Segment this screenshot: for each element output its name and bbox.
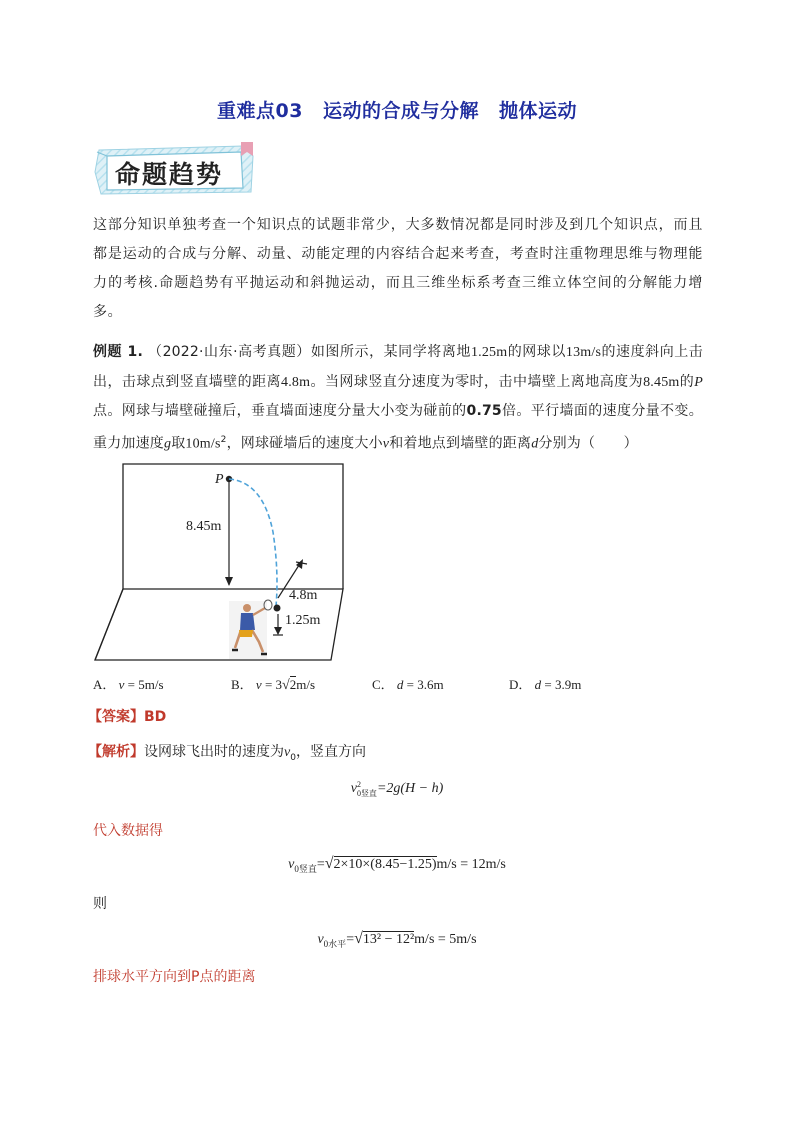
intro-paragraph: 这部分知识单独考查一个知识点的试题非常少，大多数情况都是同时涉及到几个知识点，而且都是运动的合成与分解、动量、动能定理的内容结合起来考查，考查时注重物理思维与物理能力的考核.命题趋势有平抛运动和斜抛运动，而且三维坐标系考查三维立体空间的分解能力增多。 xyxy=(93,217,703,320)
analysis-sub: 0 xyxy=(290,752,296,763)
figure-label-wall-height: 8.45m xyxy=(186,519,222,534)
tennis-player-picture xyxy=(229,600,272,659)
example-problem: 例题 1. （2022·山东·高考真题）如图所示，某同学将离地1.25m的网球以13m/s的速度斜向上击出，击球点到竖直墙壁的距离4.8m。当网球竖直分速度为零时，击中墙壁上离地高度为8.45m的P点。网球与墙壁碰撞后，垂直墙面速度分量大小变为碰前的0.75倍。平行墙面的速度分量不变。重力加速度g取$10m/s^2$，网球碰墙后的速度大小v和着地点到墙壁的距离d分别为（ ） xyxy=(93,344,704,452)
eq-rhs: m/s = 12m/s xyxy=(436,857,506,872)
option-var: v xyxy=(118,677,125,692)
eq-sub: 0竖直 xyxy=(356,789,377,798)
example-text: 如图所示，某同学将离地 xyxy=(310,344,471,360)
example-label: 例题 1. xyxy=(93,344,143,360)
distance-text: 排球水平方向到P点的距离 xyxy=(93,969,256,985)
example-var: v xyxy=(382,436,390,452)
figure-label-p: P xyxy=(215,472,224,487)
section-banner xyxy=(93,142,263,202)
then-text: 则 xyxy=(93,896,107,912)
answer-line xyxy=(88,706,166,726)
figure-label-distance: 4.8m xyxy=(289,588,318,603)
option-value: = 3.6m xyxy=(406,677,444,692)
example-value: 8.45m xyxy=(643,374,680,390)
title-part3: 抛体运动 xyxy=(498,100,577,122)
eq-sub: 0水平 xyxy=(323,938,347,949)
eq-var: v xyxy=(288,857,295,872)
eq-var: v xyxy=(317,932,324,947)
option-var: d xyxy=(396,677,404,692)
substitute-text: 代入数据得 xyxy=(93,823,163,839)
example-text: 。当网球竖直分速度为零时，击中墙壁上离地高度为 xyxy=(310,373,644,390)
example-text: 的速度斜向上击出，击球点到竖直墙壁的距离 xyxy=(93,344,704,390)
example-text: ，网球碰墙后的速度大小 xyxy=(226,435,383,452)
tennis-wall-figure xyxy=(93,462,363,666)
eq-rhs: =2g(H − h) xyxy=(376,781,444,797)
figure-label-ball-height: 1.25m xyxy=(285,613,321,628)
analysis-label: 【解析】 xyxy=(88,744,144,760)
example-var: P xyxy=(694,374,703,390)
example-text: 倍。平行墙面的速度分量不变。重力加速度 xyxy=(93,403,703,452)
option-letter: B． xyxy=(231,677,253,692)
option-a[interactable] xyxy=(93,674,164,693)
title-part1: 重难点03 xyxy=(217,100,303,122)
option-value: = 5m/s xyxy=(127,677,164,692)
example-text: 点。网球与墙壁碰撞后，垂直墙面速度分量大小变为碰前的 xyxy=(93,403,467,419)
eq-sign: = xyxy=(316,857,325,872)
example-var: d xyxy=(531,436,539,452)
example-value: 13m/s xyxy=(565,345,602,360)
page-title xyxy=(0,96,794,123)
analysis-text: ，竖直方向 xyxy=(295,744,366,760)
example-var: g xyxy=(164,436,172,452)
eq-var: v xyxy=(350,781,357,797)
option-d[interactable] xyxy=(509,674,581,693)
option-letter: D． xyxy=(509,677,532,692)
answer-label: 【答案】 xyxy=(88,709,144,725)
option-letter: C． xyxy=(372,677,394,692)
eq-sign: = xyxy=(346,932,355,947)
example-text: 的网球以 xyxy=(507,344,566,360)
option-letter: A． xyxy=(93,677,116,692)
eq-radicand: 13² − 12² xyxy=(362,932,415,947)
option-var: v xyxy=(255,677,262,692)
equation-2: $v_{0竖直}=√2\times 10\times(8.45-1.25)m/s = 12m/s$ xyxy=(288,855,506,874)
option-var: d xyxy=(534,677,542,692)
eq-rhs: m/s = 5m/s xyxy=(414,932,477,947)
eq-sup: 2 xyxy=(356,780,361,789)
analysis-text: 设网球飞出时的速度为 xyxy=(144,744,284,760)
example-text: 分别为（ ） xyxy=(538,435,638,452)
example-text: 和着地点到墙壁的距离 xyxy=(389,435,532,452)
example-value: 10m/s xyxy=(185,436,221,452)
example-text: 的 xyxy=(679,373,695,390)
eq-radicand: 2×10×(8.45−1.25) xyxy=(333,857,437,872)
option-value: = 3.9m xyxy=(544,677,582,692)
option-c[interactable] xyxy=(372,674,444,693)
option-radicand: 2 xyxy=(289,677,297,692)
example-value: 1.25m xyxy=(470,345,508,360)
example-source: （2022·山东·高考真题） xyxy=(148,344,311,360)
banner-label: 命题趋势 xyxy=(115,160,224,189)
eq-sub: 0竖直 xyxy=(294,863,317,874)
answer-options xyxy=(93,674,713,694)
analysis-var: v xyxy=(284,745,291,760)
example-value: 0.75 xyxy=(466,403,502,419)
equation-3: $v_{0水平}=√13^2 - 12^2m/s = 5m/s$ xyxy=(317,930,477,949)
option-b[interactable]: B． v = 3√2m/s xyxy=(231,677,316,693)
equation-1 xyxy=(0,780,794,798)
example-value: 4.8m xyxy=(281,374,311,390)
answer-value: BD xyxy=(144,709,167,725)
option-unit: m/s xyxy=(296,677,316,692)
title-part2: 运动的合成与分解 xyxy=(322,100,479,122)
analysis-line xyxy=(88,741,366,763)
example-text: 取 xyxy=(171,435,186,452)
option-value: = 3 xyxy=(264,677,283,692)
figure-drawing xyxy=(93,462,363,662)
